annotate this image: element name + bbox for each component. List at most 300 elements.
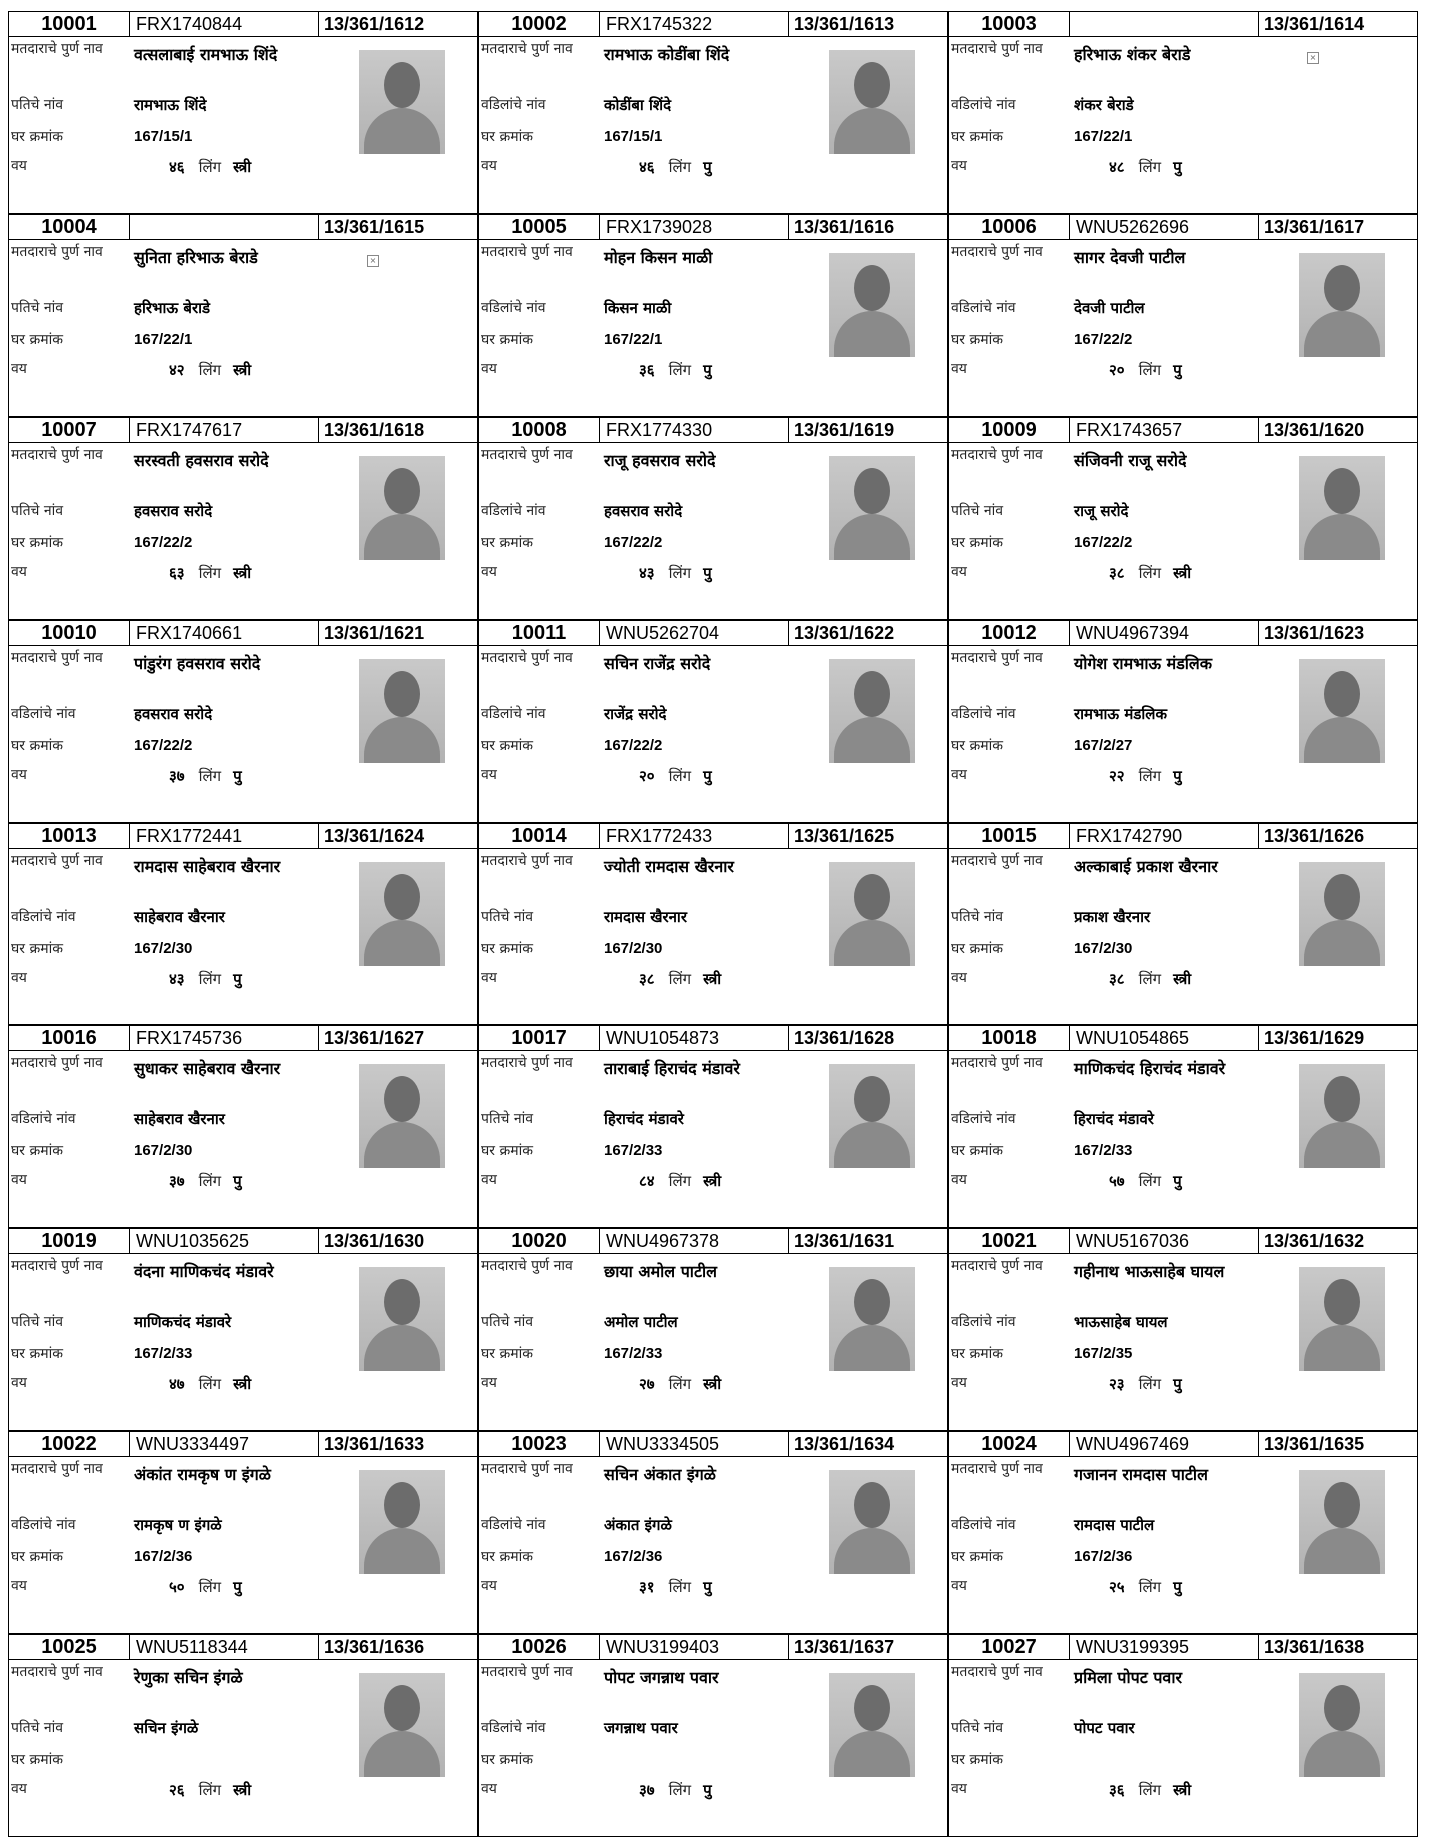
label-sex: लिंग <box>198 1375 222 1394</box>
photo-head-shape <box>1324 468 1360 514</box>
photo-body-shape <box>1304 1731 1380 1777</box>
label-full-name: मतदाराचे पुर्ण नाव <box>481 1055 573 1072</box>
part-number: 13/361/1614 <box>1258 12 1417 36</box>
voter-name: रामभाऊ कोडींबा शिंदे <box>604 45 730 64</box>
photo-body-shape <box>1304 1528 1380 1574</box>
age-value: ५७ <box>1109 1172 1125 1191</box>
label-full-name: मतदाराचे पुर्ण नाव <box>481 649 573 666</box>
voter-id: WNU1035625 <box>136 1231 250 1252</box>
relation-name: हिराचंद मंडावरे <box>604 1110 684 1129</box>
relation-name: अंकात इंगळे <box>604 1516 672 1535</box>
label-relation: पतिचे नांव <box>481 1314 534 1331</box>
house-number: 167/22/1 <box>1074 128 1133 145</box>
label-relation: वडिलांचे नांव <box>481 1720 546 1737</box>
age-sex-row <box>169 1171 242 1191</box>
voter-photo <box>1299 456 1385 560</box>
missing-photo-icon: × <box>367 255 379 267</box>
label-house-no: घर क्रमांक <box>11 1346 63 1363</box>
label-age: वय <box>481 563 497 580</box>
age-value: ३६ <box>1109 1781 1125 1800</box>
relation-name: हवसराव सरोदे <box>604 501 683 520</box>
voter-photo <box>829 253 915 357</box>
relation-name: रामदास खैरनार <box>604 907 687 926</box>
label-sex: लिंग <box>668 158 692 176</box>
label-full-name: मतदाराचे पुर्ण नाव <box>11 649 103 666</box>
voter-name: सुधाकर साहेबराव खैरनार <box>134 1059 281 1079</box>
voter-photo <box>829 1470 915 1574</box>
card-header <box>9 621 477 646</box>
serial-number: 10022 <box>9 1432 130 1456</box>
age-value: ४८ <box>1109 158 1125 176</box>
label-full-name: मतदाराचे पुर्ण नाव <box>11 243 103 260</box>
label-relation: वडिलांचे नांव <box>481 97 546 113</box>
photo-body-shape <box>834 717 910 763</box>
relation-name: हिराचंद मंडावरे <box>1074 1110 1154 1129</box>
photo-body-shape <box>834 1325 910 1371</box>
label-relation: वडिलांचे नांव <box>951 1517 1016 1534</box>
card-header <box>479 824 947 849</box>
label-age: वय <box>951 1781 967 1798</box>
voter-card-grid <box>8 11 1418 1837</box>
part-number: 13/361/1613 <box>788 12 947 36</box>
house-number: 167/2/36 <box>134 1548 193 1566</box>
photo-head-shape <box>384 671 420 717</box>
card-header <box>949 824 1417 849</box>
age-value: २७ <box>639 1375 655 1394</box>
label-relation: वडिलांचे नांव <box>951 1314 1016 1331</box>
label-relation: पतिचे नांव <box>11 1314 64 1331</box>
label-relation: वडिलांचे नांव <box>11 1111 76 1128</box>
age-value: ४७ <box>169 1375 185 1394</box>
relation-name: रामदास पाटील <box>1074 1516 1155 1535</box>
sex-value: स्त्री <box>233 1375 252 1394</box>
label-house-no: घर क्रमांक <box>11 940 63 957</box>
voter-id: FRX1747617 <box>136 419 243 440</box>
card-header <box>949 1229 1417 1254</box>
age-value: ३८ <box>1109 969 1125 988</box>
house-number: 167/22/2 <box>1074 330 1133 348</box>
label-age: वय <box>951 1172 967 1189</box>
card-header <box>949 1026 1417 1051</box>
house-number: 167/2/35 <box>1074 1345 1133 1363</box>
label-sex: लिंग <box>198 1578 222 1597</box>
voter-photo <box>829 659 915 763</box>
voter-photo <box>829 862 915 966</box>
age-value: ३७ <box>169 766 185 785</box>
photo-head-shape <box>384 468 420 514</box>
serial-number: 10014 <box>479 824 600 848</box>
label-house-no: घर क्रमांक <box>481 940 533 957</box>
label-age: वय <box>951 1375 967 1392</box>
label-relation: वडिलांचे नांव <box>481 1517 546 1534</box>
serial-number: 10002 <box>479 12 600 36</box>
voter-card <box>8 1228 478 1431</box>
age-sex-row <box>639 1780 712 1800</box>
serial-number: 10007 <box>9 418 130 442</box>
relation-name: रामभाऊ मंडलिक <box>1074 704 1167 723</box>
voter-name: सागर देवजी पाटील <box>1074 247 1186 267</box>
label-sex: लिंग <box>1138 1578 1162 1597</box>
label-relation: वडिलांचे नांव <box>481 299 546 316</box>
card-header <box>479 1635 947 1660</box>
age-value: ३६ <box>639 360 655 379</box>
part-number: 13/361/1632 <box>1258 1229 1417 1253</box>
label-full-name: मतदाराचे पुर्ण नाव <box>11 1461 103 1478</box>
label-sex: लिंग <box>198 563 222 582</box>
part-number: 13/361/1625 <box>788 824 947 848</box>
voter-card <box>478 1431 948 1634</box>
house-number: 167/15/1 <box>604 128 663 145</box>
age-value: ८४ <box>639 1172 655 1191</box>
age-value: ४६ <box>639 158 655 176</box>
sex-value: पु <box>703 766 712 785</box>
label-house-no: घर क्रमांक <box>11 1752 63 1769</box>
voter-id: FRX1743657 <box>1076 419 1183 440</box>
part-number: 13/361/1627 <box>318 1026 477 1050</box>
voter-name: संजिवनी राजू सरोदे <box>1074 450 1187 470</box>
card-header <box>9 1026 477 1051</box>
sex-value: स्त्री <box>1173 563 1192 582</box>
serial-number: 10024 <box>949 1432 1070 1456</box>
sex-value: पु <box>703 563 712 582</box>
voter-id: WNU5167036 <box>1076 1231 1190 1252</box>
label-age: वय <box>481 1375 497 1392</box>
photo-head-shape <box>854 1685 890 1731</box>
age-value: ३८ <box>639 969 655 988</box>
relation-name: सचिन इंगळे <box>134 1719 199 1738</box>
relation-name: शंकर बेराडे <box>1074 96 1134 114</box>
label-age: वय <box>11 766 27 783</box>
relation-name: साहेबराव खैरनार <box>134 1110 225 1129</box>
voter-id: WNU3199395 <box>1076 1637 1190 1658</box>
voter-name: गजानन रामदास पाटील <box>1074 1465 1208 1485</box>
age-value: ५० <box>169 1578 185 1597</box>
relation-name: किसन माळी <box>604 298 672 317</box>
relation-name: देवजी पाटील <box>1074 298 1145 317</box>
label-full-name: मतदाराचे पुर्ण नाव <box>951 41 1043 57</box>
house-number: 167/22/2 <box>604 736 663 754</box>
photo-body-shape <box>834 1731 910 1777</box>
voter-card <box>478 823 948 1026</box>
label-relation: पतिचे नांव <box>951 908 1004 925</box>
label-relation: पतिचे नांव <box>11 1720 64 1737</box>
age-value: ३१ <box>639 1578 655 1597</box>
label-house-no: घर क्रमांक <box>951 1549 1003 1566</box>
label-full-name: मतदाराचे पुर्ण नाव <box>481 1664 573 1681</box>
part-number: 13/361/1630 <box>318 1229 477 1253</box>
relation-name: हवसराव सरोदे <box>134 704 213 723</box>
age-value: ४३ <box>169 969 185 988</box>
label-sex: लिंग <box>198 360 222 379</box>
label-sex: लिंग <box>1138 1172 1162 1191</box>
voter-id: WNU4967378 <box>606 1231 720 1252</box>
card-header <box>949 12 1417 37</box>
label-relation: वडिलांचे नांव <box>11 1517 76 1534</box>
voter-id: WNU1054865 <box>1076 1028 1190 1049</box>
label-full-name: मतदाराचे पुर्ण नाव <box>951 243 1043 260</box>
house-number: 167/2/33 <box>604 1345 663 1363</box>
voter-id: FRX1774330 <box>606 419 713 440</box>
label-relation: पतिचे नांव <box>11 502 64 519</box>
age-sex-row <box>639 1577 712 1597</box>
voter-card <box>8 823 478 1026</box>
house-number: 167/2/33 <box>604 1142 663 1160</box>
age-sex-row <box>169 157 251 177</box>
label-relation: वडिलांचे नांव <box>951 299 1016 316</box>
label-relation: वडिलांचे नांव <box>951 1111 1016 1128</box>
label-full-name: मतदाराचे पुर्ण नाव <box>11 41 103 57</box>
part-number: 13/361/1621 <box>318 621 477 645</box>
photo-head-shape <box>384 1279 420 1325</box>
label-sex: लिंग <box>668 1578 692 1597</box>
card-header <box>479 215 947 240</box>
label-house-no: घर क्रमांक <box>481 1143 533 1160</box>
photo-body-shape <box>834 920 910 966</box>
sex-value: स्त्री <box>703 1172 722 1191</box>
voter-name: सचिन राजेंद्र सरोदे <box>604 653 711 673</box>
relation-name: जगन्नाथ पवार <box>604 1719 678 1738</box>
sex-value: पु <box>1173 360 1182 379</box>
label-house-no: घर क्रमांक <box>951 331 1003 348</box>
sex-value: पु <box>703 1781 712 1800</box>
sex-value: स्त्री <box>233 563 252 582</box>
label-sex: लिंग <box>1138 1375 1162 1394</box>
voter-card <box>478 620 948 823</box>
age-sex-row <box>1109 1780 1191 1800</box>
voter-id: WNU3199403 <box>606 1637 720 1658</box>
voter-card <box>478 214 948 417</box>
voter-id: WNU5262696 <box>1076 216 1190 237</box>
label-age: वय <box>951 1578 967 1595</box>
part-number: 13/361/1634 <box>788 1432 947 1456</box>
photo-body-shape <box>364 1731 440 1777</box>
photo-head-shape <box>854 62 890 108</box>
voter-photo <box>359 1673 445 1777</box>
house-number: 167/15/1 <box>134 128 193 145</box>
voter-photo <box>829 1267 915 1371</box>
label-house-no: घर क्रमांक <box>11 1549 63 1566</box>
part-number: 13/361/1631 <box>788 1229 947 1253</box>
house-number: 167/22/1 <box>604 330 663 348</box>
label-relation: वडिलांचे नांव <box>11 908 76 925</box>
serial-number: 10008 <box>479 418 600 442</box>
label-relation: पतिचे नांव <box>951 502 1004 519</box>
sex-value: स्त्री <box>233 1781 252 1800</box>
label-relation: वडिलांचे नांव <box>481 705 546 722</box>
voter-photo <box>1299 253 1385 357</box>
card-header <box>9 12 477 37</box>
age-sex-row <box>169 1780 251 1800</box>
age-sex-row <box>639 1171 721 1191</box>
age-sex-row <box>1109 1171 1182 1191</box>
label-age: वय <box>951 766 967 783</box>
voter-card <box>948 11 1418 214</box>
photo-head-shape <box>854 671 890 717</box>
label-house-no: घर क्रमांक <box>951 1752 1003 1769</box>
age-sex-row <box>1109 1577 1182 1597</box>
photo-body-shape <box>1304 717 1380 763</box>
voter-id: WNU3334497 <box>136 1434 250 1455</box>
voter-card <box>8 417 478 620</box>
serial-number: 10006 <box>949 215 1070 239</box>
photo-body-shape <box>364 717 440 763</box>
part-number: 13/361/1636 <box>318 1635 477 1659</box>
label-sex: लिंग <box>668 1172 692 1191</box>
age-value: २२ <box>1109 766 1125 785</box>
sex-value: पु <box>703 158 712 176</box>
voter-name: रामदास साहेबराव खैरनार <box>134 856 281 876</box>
label-age: वय <box>951 158 967 174</box>
label-age: वय <box>11 1375 27 1392</box>
voter-photo <box>1299 1267 1385 1371</box>
card-header <box>9 1432 477 1457</box>
label-age: वय <box>481 1578 497 1595</box>
voter-card <box>948 823 1418 1026</box>
voter-name: अंकांत रामकृष ण इंगळे <box>134 1465 271 1485</box>
missing-photo-icon: × <box>1307 52 1319 64</box>
voter-photo <box>359 1470 445 1574</box>
voter-photo <box>829 50 915 154</box>
voter-card <box>478 1228 948 1431</box>
photo-head-shape <box>384 1076 420 1122</box>
age-sex-row <box>639 360 712 380</box>
sex-value: स्त्री <box>233 360 252 379</box>
voter-card <box>8 11 478 214</box>
label-age: वय <box>11 563 27 580</box>
voter-name: रेणुका सचिन इंगळे <box>134 1668 243 1688</box>
label-full-name: मतदाराचे पुर्ण नाव <box>951 1055 1043 1072</box>
label-full-name: मतदाराचे पुर्ण नाव <box>481 243 573 260</box>
relation-name: पोपट पवार <box>1074 1719 1135 1738</box>
voter-photo <box>1299 862 1385 966</box>
house-number: 167/2/30 <box>1074 939 1133 957</box>
label-house-no: घर क्रमांक <box>11 534 63 551</box>
label-sex: लिंग <box>198 766 222 785</box>
age-value: ६३ <box>169 563 185 582</box>
house-number: 167/2/33 <box>134 1345 193 1363</box>
photo-body-shape <box>1304 1325 1380 1371</box>
card-header <box>9 1635 477 1660</box>
label-sex: लिंग <box>668 1781 692 1800</box>
card-header <box>479 621 947 646</box>
voter-card <box>478 1634 948 1837</box>
sex-value: स्त्री <box>233 158 252 176</box>
card-header <box>479 418 947 443</box>
photo-head-shape <box>854 1482 890 1528</box>
photo-head-shape <box>854 1279 890 1325</box>
voter-card <box>948 1634 1418 1837</box>
sex-value: पु <box>703 360 712 379</box>
serial-number: 10019 <box>9 1229 130 1253</box>
voter-id: FRX1740661 <box>136 622 243 643</box>
voter-card <box>8 1634 478 1837</box>
age-sex-row <box>639 766 712 786</box>
voter-card <box>478 1025 948 1228</box>
label-age: वय <box>481 969 497 986</box>
photo-body-shape <box>834 311 910 357</box>
age-value: ४२ <box>169 360 185 379</box>
card-header <box>949 621 1417 646</box>
label-age: वय <box>11 1781 27 1798</box>
age-sex-row <box>169 969 242 989</box>
sex-value: स्त्री <box>703 1375 722 1394</box>
card-header <box>949 1432 1417 1457</box>
serial-number: 10020 <box>479 1229 600 1253</box>
sex-value: स्त्री <box>1173 969 1192 988</box>
photo-head-shape <box>1324 1076 1360 1122</box>
age-sex-row <box>639 1374 721 1394</box>
label-sex: लिंग <box>668 563 692 582</box>
label-age: वय <box>11 1578 27 1595</box>
photo-body-shape <box>1304 514 1380 560</box>
voter-photo <box>829 456 915 560</box>
house-number: 167/2/30 <box>134 939 193 957</box>
label-sex: लिंग <box>198 1172 222 1191</box>
label-house-no: घर क्रमांक <box>481 331 533 348</box>
photo-head-shape <box>1324 1482 1360 1528</box>
label-relation: पतिचे नांव <box>11 97 64 113</box>
photo-body-shape <box>364 514 440 560</box>
label-age: वय <box>951 360 967 377</box>
photo-body-shape <box>834 1122 910 1168</box>
age-sex-row <box>1109 1374 1182 1394</box>
serial-number: 10025 <box>9 1635 130 1659</box>
photo-head-shape <box>1324 1685 1360 1731</box>
age-sex-row <box>169 1374 251 1394</box>
voter-name: पोपट जगन्नाथ पवार <box>604 1668 719 1688</box>
voter-photo <box>1299 1673 1385 1777</box>
voter-id: WNU3334505 <box>606 1434 720 1455</box>
voter-id: WNU1054873 <box>606 1028 720 1049</box>
serial-number: 10016 <box>9 1026 130 1050</box>
label-sex: लिंग <box>1138 766 1162 785</box>
relation-name: राजेंद्र सरोदे <box>604 704 667 723</box>
serial-number: 10015 <box>949 824 1070 848</box>
voter-id: FRX1745736 <box>136 1028 243 1049</box>
label-house-no: घर क्रमांक <box>481 129 533 145</box>
house-number: 167/22/1 <box>134 330 193 348</box>
serial-number: 10013 <box>9 824 130 848</box>
label-relation: वडिलांचे नांव <box>951 97 1016 113</box>
relation-name: कोडींबा शिंदे <box>604 96 672 114</box>
photo-body-shape <box>364 920 440 966</box>
voter-photo <box>1299 659 1385 763</box>
label-full-name: मतदाराचे पुर्ण नाव <box>481 852 573 869</box>
age-value: २५ <box>1109 1578 1125 1597</box>
label-sex: लिंग <box>198 969 222 988</box>
label-sex: लिंग <box>668 360 692 379</box>
voter-id: FRX1772433 <box>606 825 713 846</box>
part-number: 13/361/1637 <box>788 1635 947 1659</box>
serial-number: 10005 <box>479 215 600 239</box>
label-house-no: घर क्रमांक <box>11 331 63 348</box>
relation-name: प्रकाश खैरनार <box>1074 907 1151 926</box>
label-full-name: मतदाराचे पुर्ण नाव <box>11 1055 103 1072</box>
relation-name: रामभाऊ शिंदे <box>134 96 207 114</box>
house-number: 167/2/27 <box>1074 736 1133 754</box>
label-sex: लिंग <box>1138 158 1162 176</box>
part-number: 13/361/1633 <box>318 1432 477 1456</box>
house-number: 167/2/30 <box>604 939 663 957</box>
voter-id: FRX1740844 <box>136 14 243 34</box>
sex-value: पु <box>233 1578 242 1597</box>
label-full-name: मतदाराचे पुर्ण नाव <box>951 446 1043 463</box>
part-number: 13/361/1624 <box>318 824 477 848</box>
voter-photo <box>359 456 445 560</box>
card-header <box>479 1229 947 1254</box>
label-house-no: घर क्रमांक <box>481 534 533 551</box>
age-value: ४६ <box>169 158 185 176</box>
